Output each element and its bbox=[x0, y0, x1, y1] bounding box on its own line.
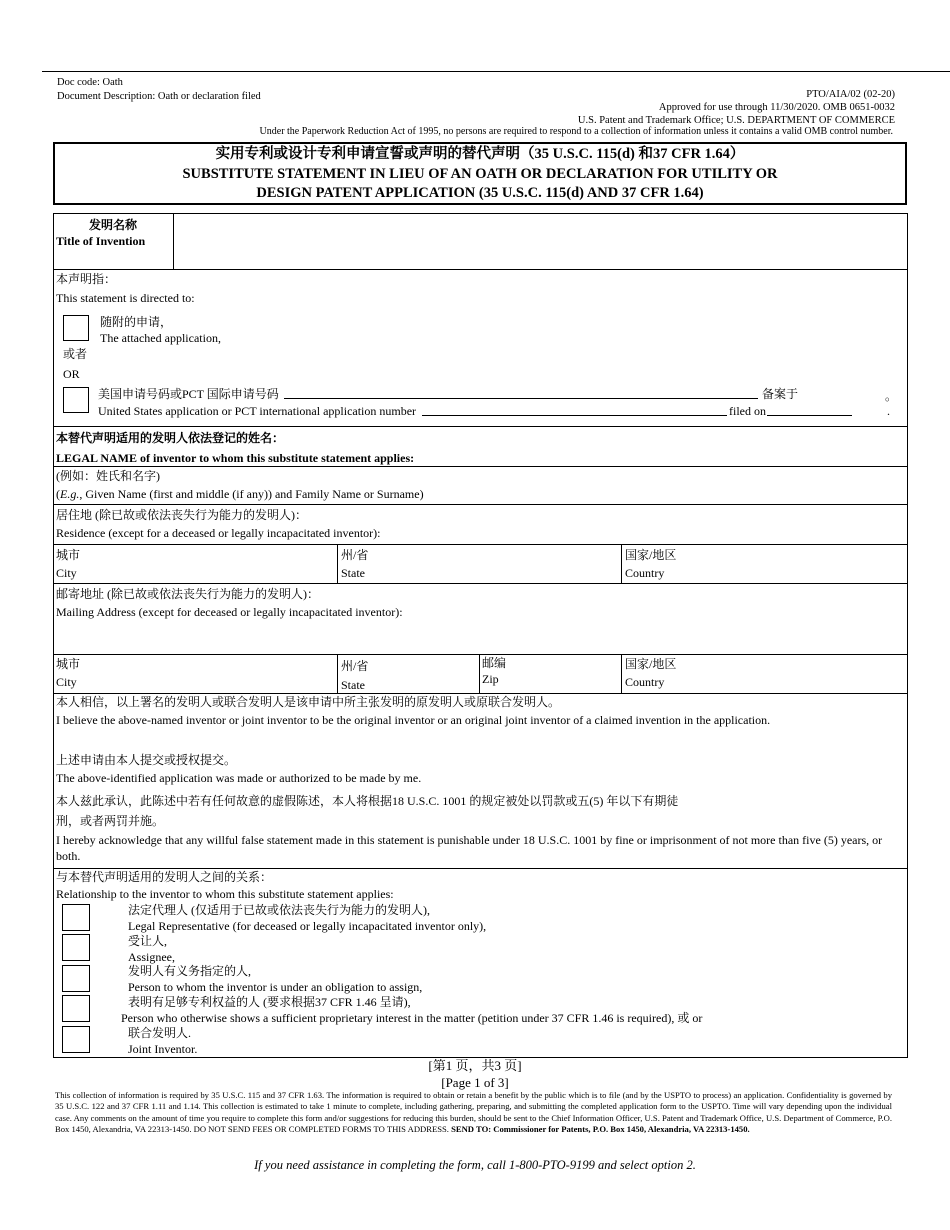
office-name: U.S. Patent and Trademark Office; U.S. DEPARTMENT OF COMMERCE bbox=[577, 115, 895, 126]
divider bbox=[53, 583, 908, 584]
believe-en: I believe the above-named inventor or joint inventor to be the original inventor or an original joint inventor of a claimed invention in the application. bbox=[56, 713, 771, 727]
legal-name-zh: 本替代声明适用的发明人依法登记的姓名： bbox=[56, 431, 285, 445]
invention-label-zh: 发明名称 bbox=[88, 218, 137, 232]
divider bbox=[621, 654, 622, 693]
eg-rest: , Given Name (first and middle (if any)) and Family Name or Surname) bbox=[79, 487, 424, 501]
invention-title-field[interactable] bbox=[175, 215, 905, 268]
filing-date-field[interactable] bbox=[767, 403, 852, 416]
mailing-en: Mailing Address (except for deceased or legally incapacitated inventor): bbox=[56, 605, 403, 619]
mailing-zh: 邮寄地址 (除已故或依法丧失行为能力的发明人)： bbox=[56, 587, 319, 601]
doc-code: Doc code: Oath bbox=[57, 77, 123, 88]
mail-city-zh: 城市 bbox=[56, 657, 81, 671]
divider bbox=[173, 213, 174, 270]
directed-en: This statement is directed to: bbox=[56, 291, 195, 305]
divider bbox=[53, 654, 908, 655]
res-city-zh: 城市 bbox=[56, 548, 81, 562]
application-number-field[interactable] bbox=[422, 403, 727, 416]
option-joint bbox=[128, 1025, 197, 1057]
period-en: . bbox=[887, 404, 890, 418]
doc-header-left bbox=[57, 76, 261, 104]
option-joint-zh: 联合发明人. bbox=[128, 1026, 192, 1040]
form-title bbox=[53, 142, 907, 205]
attached-zh: 随附的申请， bbox=[100, 315, 173, 329]
believe-zh: 本人相信，以上署名的发明人或联合发明人是该申请中所主张发明的原发明人或原联合发明人。 bbox=[56, 695, 561, 709]
invention-label bbox=[54, 217, 172, 249]
mail-zip-en: Zip bbox=[482, 672, 499, 686]
option-assignee bbox=[128, 933, 175, 965]
mail-zip-zh: 邮编 bbox=[482, 656, 507, 670]
obligated-assignee-checkbox[interactable] bbox=[62, 965, 90, 992]
mail-city-en: City bbox=[56, 675, 77, 689]
option-assignee-zh: 受让人, bbox=[128, 934, 168, 948]
eg-prefix: ( bbox=[56, 487, 60, 501]
attached-application-checkbox[interactable] bbox=[63, 315, 89, 341]
relationship-en: Relationship to the inventor to whom this substitute statement applies: bbox=[56, 887, 394, 901]
ack-zh-1: 本人兹此承认，此陈述中若有任何故意的虚假陈述，本人将根据18 U.S.C. 1001 的规定被处以罚款或五(5) 年以下有期徒 bbox=[56, 794, 679, 808]
form-number: PTO/AIA/02 (02-20) bbox=[806, 89, 895, 100]
divider bbox=[53, 466, 908, 467]
attached-en: The attached application, bbox=[100, 331, 221, 345]
mail-state-en: State bbox=[341, 678, 365, 692]
divider bbox=[53, 269, 908, 270]
send-to-address: SEND TO: Commissioner for Patents, P.O. Box 1450, Alexandria, VA 22313-1450. bbox=[451, 1124, 750, 1135]
divider bbox=[621, 544, 622, 583]
invention-label-en: Title of Invention bbox=[56, 234, 146, 248]
or-en: OR bbox=[63, 367, 80, 381]
relationship-zh: 与本替代声明适用的发明人之间的关系： bbox=[56, 870, 273, 884]
divider bbox=[53, 426, 908, 427]
res-state-zh: 州/省 bbox=[341, 548, 369, 562]
res-country-zh: 国家/地区 bbox=[625, 548, 677, 562]
paperwork-notice: Under the Paperwork Reduction Act of 1995, no persons are required to respond to a collection of information unless it contains a valid OMB control number. bbox=[259, 126, 893, 137]
page-number-zh: [第1 页，共3 页] bbox=[428, 1058, 522, 1073]
divider bbox=[337, 544, 338, 583]
mail-state-zh: 州/省 bbox=[341, 659, 369, 673]
appno-zh: 美国申请号码或PCT 国际申请号码 bbox=[98, 387, 279, 401]
name-example-zh: (例如：姓氏和名字) bbox=[56, 469, 160, 483]
residence-en: Residence (except for a deceased or legally incapacitated inventor): bbox=[56, 526, 381, 540]
option-obligated-zh: 发明人有义务指定的人, bbox=[128, 964, 252, 978]
doc-header-right bbox=[578, 88, 895, 127]
mail-country-zh: 国家/地区 bbox=[625, 657, 677, 671]
option-proprietary-en: Person who otherwise shows a sufficient proprietary interest in the matter (petition under 37 CFR 1.46 is required), 或 or bbox=[121, 1011, 703, 1025]
assignee-checkbox[interactable] bbox=[62, 934, 90, 961]
option-obligated-en: Person to whom the inventor is under an obligation to assign, bbox=[128, 980, 423, 994]
page-number bbox=[0, 1057, 950, 1091]
option-proprietary-zh: 表明有足够专利权益的人 (要求根据37 CFR 1.46 呈请), bbox=[128, 995, 411, 1009]
divider bbox=[337, 654, 338, 693]
burden-text: This collection of information is required by 35 U.S.C. 115 and 37 CFR 1.63. The information is required to obtain or retain a benefit by the public which is to file (and by the USPTO to process) an application. Confidentiality is governed by 35 U.S.C. 122 and 37 CFR 1.11 and 1.14. This collection is estimated to take 1 minute to complete, including gathering, preparing, and submitting the completed application form to the USPTO. Time will vary depending upon the individual case. Any comments on the amount of time you require to complete this form and/or suggestions for reducing this burden, should be sent to the Chief Information Officer, U.S. Patent and Trademark Office, U.S. Department of Commerce, P.O. Box 1450, Alexandria, VA 22313-1450. DO NOT SEND FEES OR COMPLETED FORMS TO THIS ADDRESS. bbox=[55, 1090, 892, 1135]
page-number-en: [Page 1 of 3] bbox=[441, 1075, 509, 1090]
attached-application-label bbox=[100, 314, 221, 346]
ack-en: I hereby acknowledge that any willful false statement made in this statement is punishable under 18 U.S.C. 1001 by fine or imprisonment of not more than five (5) years, or both. bbox=[56, 833, 883, 863]
title-en-line2: DESIGN PATENT APPLICATION (35 U.S.C. 115(d) AND 37 CFR 1.64) bbox=[256, 185, 704, 201]
burden-statement bbox=[55, 1090, 892, 1136]
directed-zh: 本声明指： bbox=[56, 272, 117, 286]
legal-name-en: LEGAL NAME of inventor to whom this substitute statement applies: bbox=[56, 451, 415, 465]
title-en-line1: SUBSTITUTE STATEMENT IN LIEU OF AN OATH OR DECLARATION FOR UTILITY OR bbox=[182, 165, 778, 182]
divider bbox=[53, 544, 908, 545]
mail-country-en: Country bbox=[625, 675, 665, 689]
option-legal-rep bbox=[128, 902, 486, 934]
joint-inventor-checkbox[interactable] bbox=[62, 1026, 90, 1053]
res-country-en: Country bbox=[625, 566, 665, 580]
ack-zh-2: 刑，或者两罚并施。 bbox=[56, 814, 165, 828]
appno-zh-underline bbox=[284, 386, 758, 399]
or-zh: 或者 bbox=[63, 347, 88, 361]
appno-en: United States application or PCT international application number bbox=[98, 404, 417, 418]
made-zh: 上述申请由本人提交或授权提交。 bbox=[56, 753, 237, 767]
res-city-en: City bbox=[56, 566, 77, 580]
application-number-checkbox[interactable] bbox=[63, 387, 89, 413]
divider bbox=[479, 654, 480, 693]
divider bbox=[53, 504, 908, 505]
made-en: The above-identified application was made or authorized to be made by me. bbox=[56, 771, 422, 785]
legal-representative-checkbox[interactable] bbox=[62, 904, 90, 931]
filed-en: filed on bbox=[729, 404, 766, 418]
option-obligated bbox=[128, 963, 422, 995]
residence-zh: 居住地 (除已故或依法丧失行为能力的发明人)： bbox=[56, 508, 307, 522]
omb-approval: Approved for use through 11/30/2020. OMB 0651-0032 bbox=[658, 102, 895, 113]
option-legal-rep-en: Legal Representative (for deceased or legally incapacitated inventor only), bbox=[128, 919, 487, 933]
option-legal-rep-zh: 法定代理人 (仅适用于已故或依法丧失行为能力的发明人), bbox=[128, 903, 430, 917]
title-zh: 实用专利或设计专利申请宣誓或声明的替代声明（35 U.S.C. 115(d) 和37 CFR 1.64） bbox=[215, 146, 745, 162]
name-example-en bbox=[56, 485, 424, 504]
option-assignee-en: Assignee, bbox=[128, 950, 175, 964]
proprietary-interest-checkbox[interactable] bbox=[62, 995, 90, 1022]
option-joint-en: Joint Inventor. bbox=[128, 1042, 198, 1056]
res-state-en: State bbox=[341, 566, 365, 580]
doc-description: Document Description: Oath or declaration filed bbox=[57, 91, 261, 102]
assistance-note: If you need assistance in completing the form, call 1-800-PTO-9199 and select option 2. bbox=[254, 1158, 696, 1172]
period-zh: 。 bbox=[885, 389, 898, 403]
top-rule bbox=[42, 71, 950, 72]
filed-zh: 备案于 bbox=[762, 387, 799, 401]
eg-italic: E.g. bbox=[60, 487, 80, 501]
